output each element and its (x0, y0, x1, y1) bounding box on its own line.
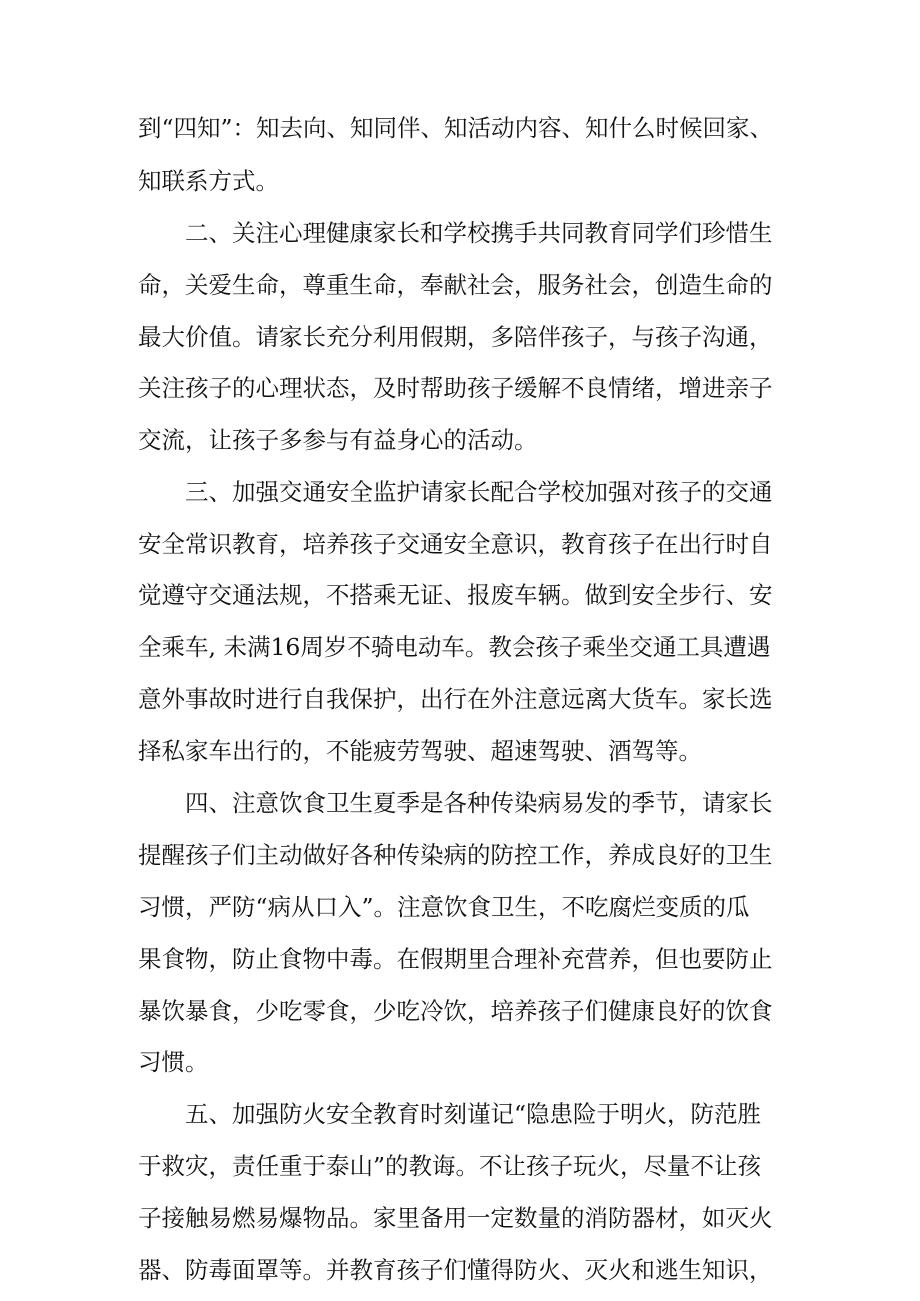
text-line: 于救灾，责任重于泰山”的教诲。不让孩子玩火，尽量不让孩 (138, 1152, 762, 1180)
text-line: 关注孩子的心理状态，及时帮助孩子缓解不良情绪，增进亲子 (138, 374, 773, 402)
text-line: 意外事故时进行自我保护，出行在外注意远离大货车。家长选 (138, 685, 773, 713)
text-line: 全乘车, 未满16周岁不骑电动车。教会孩子乘坐交通工具遭遇 (138, 633, 771, 661)
text-line: 安全常识教育，培养孩子交通安全意识，教育孩子在出行时自 (138, 530, 773, 558)
paragraph-heading-line: 三、加强交通安全监护请家长配合学校加强对孩子的交通 (185, 478, 773, 506)
text-line: 择私家车出行的，不能疲劳驾驶、超速驾驶、酒驾等。 (138, 737, 702, 765)
paragraph-heading-line: 四、注意饮食卫生夏季是各种传染病易发的季节，请家长 (185, 789, 773, 817)
paragraph-heading-line: 五、加强防火安全教育时刻谨记“隐患险于明火，防范胜 (185, 1100, 762, 1128)
text-line: 器、防毒面罩等。并教育孩子们懂得防火、灭火和逃生知识， (138, 1256, 773, 1284)
paragraph-heading-line: 二、关注心理健康家长和学校携手共同教育同学们珍惜生 (185, 219, 773, 247)
text-line: 提醒孩子们主动做好各种传染病的防控工作，养成良好的卫生 (138, 841, 773, 869)
text-line: 习惯。 (138, 1048, 209, 1076)
text-line: 命，关爱生命，尊重生命，奉献社会，服务社会，创造生命的 (138, 271, 773, 299)
text-line: 子接触易燃易爆物品。家里备用一定数量的消防器材，如灭火 (138, 1204, 773, 1232)
text-line: 果食物，防止食物中毒。在假期里合理补充营养，但也要防止 (138, 945, 773, 973)
text-line: 习惯，严防“病从口入”。注意饮食卫生，不吃腐烂变质的瓜 (138, 893, 750, 921)
text-line: 觉遵守交通法规，不搭乘无证、报废车辆。做到安全步行、安 (138, 581, 773, 609)
text-line: 知联系方式。 (138, 167, 279, 195)
text-line: 到“四知”：知去向、知同伴、知活动内容、知什么时候回家、 (138, 114, 774, 142)
text-line: 最大价值。请家长充分利用假期，多陪伴孩子，与孩子沟通， (138, 323, 773, 351)
text-line: 交流，让孩子多参与有益身心的活动。 (138, 426, 538, 454)
text-line: 暴饮暴食，少吃零食，少吃冷饮，培养孩子们健康良好的饮食 (138, 997, 773, 1025)
